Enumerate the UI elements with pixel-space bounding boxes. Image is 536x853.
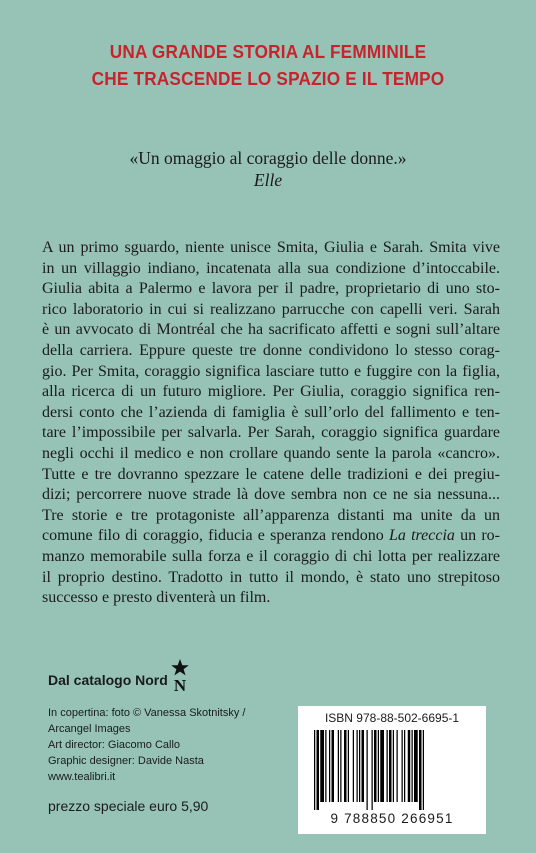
isbn-label: ISBN 978-88-502-6695-1	[324, 711, 460, 725]
blurb-line: dizi; percorrere nuove strade là dove sembra non ce ne sia nessuna...	[42, 486, 500, 504]
blurb-line: tare l’impossibile per salvarla. Per Sarah, coraggio significa guardare	[42, 424, 500, 442]
barcode-icon	[312, 730, 472, 810]
blurb-fragment: comune filo di coraggio, fiducia e speranza rendono	[42, 527, 384, 545]
headline-line-1: UNA GRANDE STORIA AL FEMMINILE	[109, 41, 427, 62]
blurb-line: manzo memorabile sulla forza e il coraggio di chi lotta per realizzare	[42, 547, 500, 565]
credit-line: In copertina: foto © Vanessa Skotnitsky /	[48, 707, 246, 719]
credit-line: Art director: Giacomo Callo	[48, 739, 181, 751]
website-link[interactable]: www.tealibri.it	[48, 771, 116, 783]
blurb-line-with-title	[42, 526, 500, 547]
book-title: La treccia	[388, 527, 455, 545]
credit-line: Graphic designer: Davide Nasta	[48, 755, 204, 767]
headline-line-2: CHE TRASCENDE LO SPAZIO E IL TEMPO	[91, 68, 445, 89]
blurb-line: è un avvocato di Montréal che ha sacrificato affetti e sogni sull’altare	[42, 321, 500, 339]
blurb-fragment: un ro-	[460, 527, 500, 545]
quote-text: «Un omaggio al coraggio delle donne.»	[129, 148, 407, 168]
blurb-line: della carriera. Eppure queste tre donne condividono lo stesso corag-	[42, 341, 500, 359]
blurb-line: alla ricerca di un futuro migliore. Per Giulia, coraggio significa ren-	[42, 383, 500, 401]
credit-line: Arcangel Images	[48, 723, 131, 735]
nord-logo-letter: N	[173, 676, 187, 692]
blurb-line: negli occhi il medico e non crollare quando sente la parola «cancro».	[42, 444, 500, 462]
quote-source: Elle	[253, 170, 283, 190]
blurb-line: il proprio destino. Tradotto in tutto il mondo, è stato uno strepitoso	[42, 568, 500, 586]
catalog-label: Dal catalogo Nord	[48, 672, 168, 688]
blurb-line: rico laboratorio in cui si realizzano parrucche con capelli veri. Sarah	[42, 300, 500, 318]
barcode-panel	[298, 706, 486, 834]
blurb-line: successo e presto diventerà un film.	[42, 589, 271, 607]
cover-credits	[48, 705, 245, 785]
blurb-line: Tre storie e tre protagoniste all’apparenza distanti ma unite da un	[42, 506, 500, 524]
blurb-line: A un primo sguardo, niente unisce Smita, Giulia e Sarah. Smita vive	[42, 239, 500, 256]
blurb-line: Tutte e tre dovranno spezzare le catene delle tradizioni e dei pregiu-	[42, 465, 500, 483]
blurb-line: Giulia abita a Palermo e lavora per il padre, proprietario di uno sto-	[42, 280, 500, 298]
blurb-line: in un villaggio indiano, incatenata alla sua condizione d’intoccabile.	[42, 259, 500, 277]
nord-logo-icon	[167, 658, 193, 692]
price: prezzo speciale euro 5,90	[48, 798, 209, 814]
blurb-line: gio. Per Smita, coraggio significa lasciare tutto e fuggire con la figlia,	[42, 362, 500, 380]
headline	[19, 38, 517, 92]
press-quote	[0, 147, 536, 191]
blurb-line: dersi conto che l’azienda di famiglia è sull’orlo del fallimento e ten-	[42, 403, 500, 421]
barcode-number: 9 788850 266951	[330, 811, 454, 826]
blurb-text	[42, 238, 500, 609]
